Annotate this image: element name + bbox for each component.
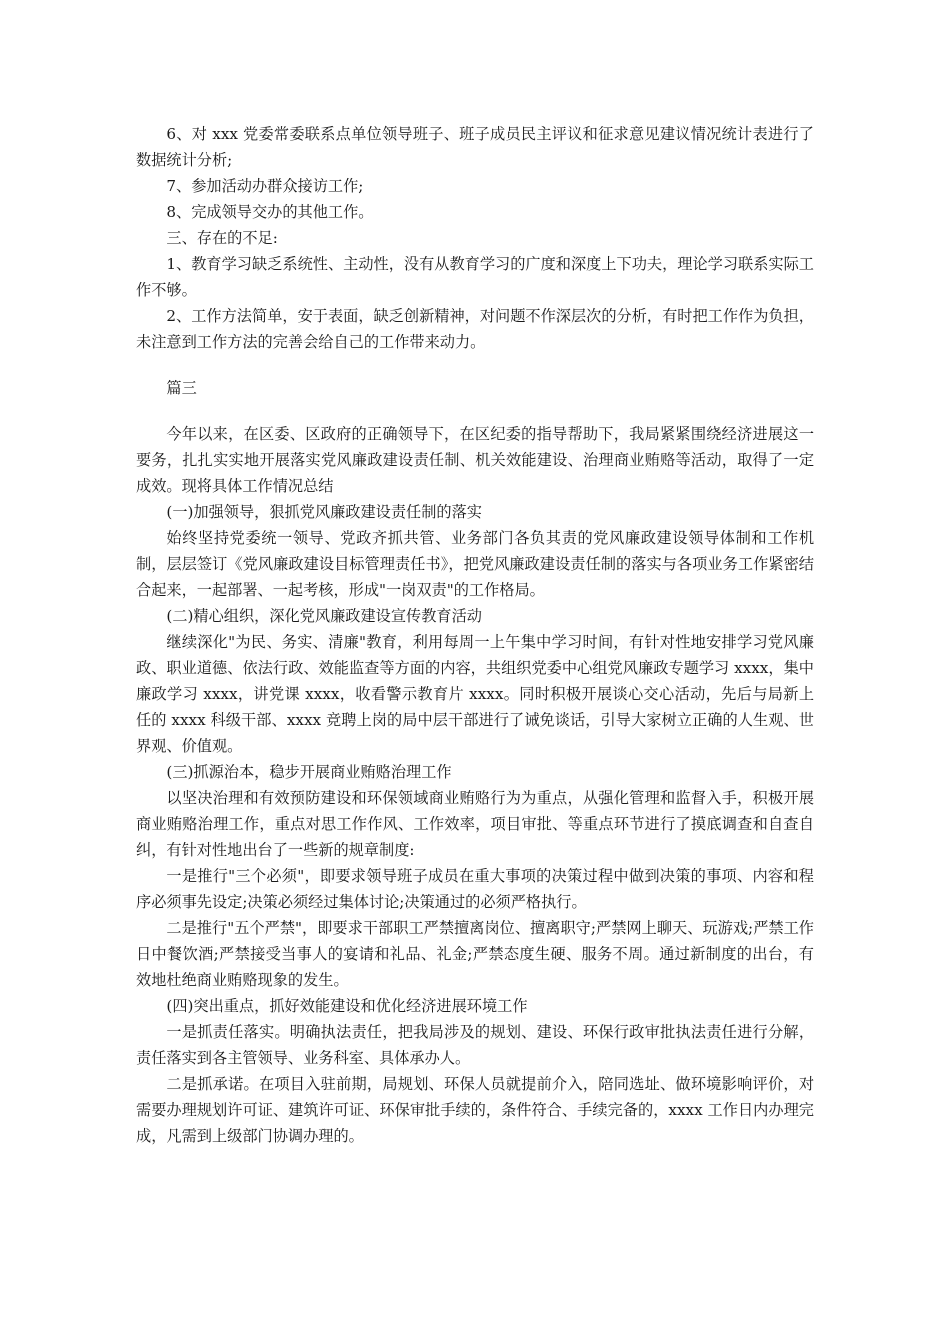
paragraph-3: 以坚决治理和有效预防建设和环保领域商业贿赂行为为重点，从强化管理和监督入手，积极开展商业贿赂治理工作，重点对思工作作风、工作效率，项目审批、等重点环节进行了摸底调查和自查自纠，有针对性地出台了一些新的规章制度: (136, 789, 814, 859)
section-title: 篇三 (166, 379, 197, 397)
paragraph-4-b: 二是抓承诺。在项目入驻前期，局规划、环保人员就提前介入，陪同选址、做环境影响评价，对需要办理规划许可证、建筑许可证、环保审批手续的，条件符合、手续完备的，xxxx 工作日内办理完成，凡需到上级部门协调办理的。 (136, 1075, 814, 1145)
heading-shortcomings: 三、存在的不足: (166, 229, 278, 247)
document-page (136, 121, 814, 1149)
subheading-1: (一)加强领导，狠抓党风廉政建设责任制的落实 (166, 503, 482, 521)
subheading-3: (三)抓源治本，稳步开展商业贿赂治理工作 (166, 763, 452, 781)
paragraph-2: 继续深化"为民、务实、清廉"教育，利用每周一上午集中学习时间，有针对性地安排学习党风廉政、职业道德、依法行政、效能监查等方面的内容，共组织党委中心组党风廉政专题学习 xxxx，集中廉政学习 xxxx，讲党课 xxxx，收看警示教育片 xxxx。同时积极开展谈心交心活动，先后与局新上任的 xxxx 科级干部、xxxx 竞聘上岗的局中层干部进行了诫免谈话，引导大家树立正确的人生观、世界观、价值观。 (136, 633, 814, 755)
paragraph-item-6: 6、对 xxx 党委常委联系点单位领导班子、班子成员民主评议和征求意见建议情况统计表进行了数据统计分析; (136, 125, 814, 169)
subheading-2: (二)精心组织，深化党风廉政建设宣传教育活动 (166, 607, 482, 625)
paragraph-1: 始终坚持党委统一领导、党政齐抓共管、业务部门各负其责的党风廉政建设领导体制和工作机制，层层签订《党风廉政建设目标管理责任书》，把党风廉政建设责任制的落实与各项业务工作紧密结合起来，一起部署、一起考核，形成"一岗双责"的工作格局。 (136, 529, 814, 599)
paragraph-3-b: 二是推行"五个严禁"，即要求干部职工严禁擅离岗位、擅离职守;严禁网上聊天、玩游戏;严禁工作日中餐饮酒;严禁接受当事人的宴请和礼品、礼金;严禁态度生硬、服务不周。通过新制度的出台，有效地杜绝商业贿赂现象的发生。 (136, 919, 814, 989)
paragraph-3-a: 一是推行"三个必须"，即要求领导班子成员在重大事项的决策过程中做到决策的事项、内容和程序必须事先设定;决策必须经过集体讨论;决策通过的必须严格执行。 (136, 867, 814, 911)
paragraph-4-a: 一是抓责任落实。明确执法责任，把我局涉及的规划、建设、环保行政审批执法责任进行分解，责任落实到各主管领导、业务科室、具体承办人。 (136, 1023, 814, 1067)
paragraph-item-7: 7、参加活动办群众接访工作; (166, 177, 364, 195)
paragraph-item-8: 8、完成领导交办的其他工作。 (166, 203, 374, 221)
paragraph-shortcoming-2: 2、工作方法简单，安于表面，缺乏创新精神，对问题不作深层次的分析，有时把工作作为负担，未注意到工作方法的完善会给自己的工作带来动力。 (136, 307, 814, 351)
subheading-4: (四)突出重点，抓好效能建设和优化经济进展环境工作 (166, 997, 528, 1015)
paragraph-intro: 今年以来，在区委、区政府的正确领导下，在区纪委的指导帮助下，我局紧紧围绕经济进展这一要务，扎扎实实地开展落实党风廉政建设责任制、机关效能建设、治理商业贿赂等活动，取得了一定成效。现将具体工作情况总结 (136, 425, 814, 495)
spacer (136, 355, 814, 375)
paragraph-shortcoming-1: 1、教育学习缺乏系统性、主动性，没有从教育学习的广度和深度上下功夫，理论学习联系实际工作不够。 (136, 255, 814, 299)
spacer (136, 401, 814, 421)
